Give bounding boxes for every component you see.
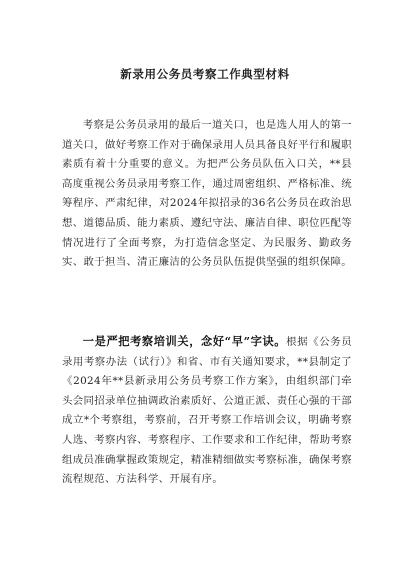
- paragraph-point-one: [62, 332, 352, 490]
- paragraph-intro-text: 考察是公务员录用的最后一道关口，也是选人用人的第一道关口，做好考察工作对于确保录用人员具备良好平行和履职素质有着十分重要的意义。为把严公务员队伍入口关，**县高度重视公务员录用考察工作，通过周密组织、严格标准、统筹程序、严肃纪律，对2024年拟招录的36名公务员在政治思想、道德品质、能力素质、遵纪守法、廉洁自律、职位匹配等情况进行了全面考察，为打造信念坚定、为民服务、勤政务实、敢于担当、清正廉洁的公务员队伍提供坚强的组织保障。: [62, 119, 352, 269]
- paragraph-intro: [62, 116, 352, 273]
- document-title: 新录用公务员考察工作典型材料: [120, 67, 290, 81]
- paragraph-point-one-text: 根据《公务员录用考察办法（试行）》和省、市有关通知要求，**县制定了《2024年**县新录用公务员考察工作方案》，由组织部门牵头会同招录单位抽调政治素质好、公道正派、责任心强的干部成立*个考察组，考察前，召开考察工作培训会议，明确考察人选、考察内容、考察程序、工作要求和工作纪律，帮助考察组成员准确掌握政策规定，精准精细做实考察标准，确保考察流程规范、方法科学、开展有序。: [62, 336, 352, 486]
- paragraph-point-one-heading: 一是严把考察培训关，念好“早”字诀。: [82, 334, 287, 348]
